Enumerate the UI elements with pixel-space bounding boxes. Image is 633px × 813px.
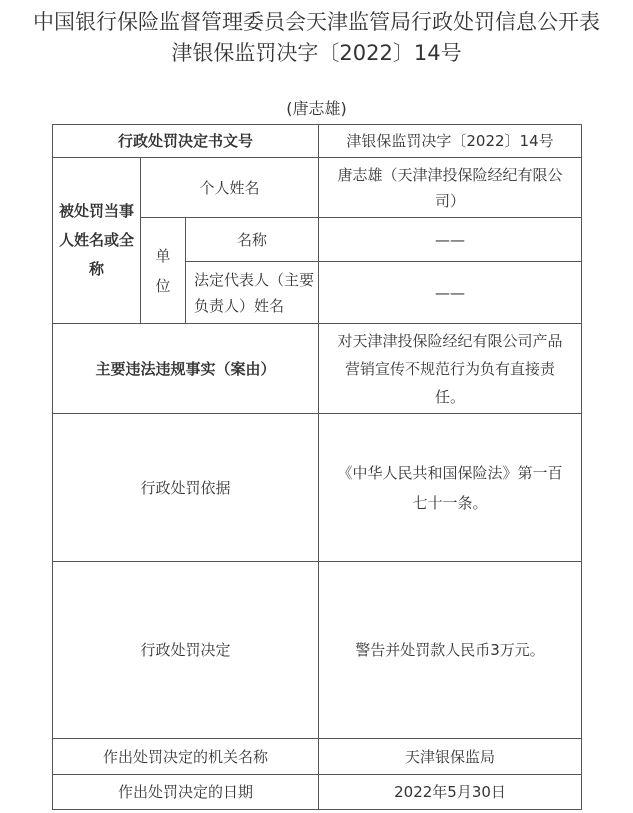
penalty-info-table (52, 124, 582, 810)
page-title: 中国银行保险监督管理委员会天津监管局行政处罚信息公开表 (33, 10, 600, 34)
decision-value: 警告并处罚款人民币3万元。 (319, 562, 582, 739)
unit-label: 单位 (141, 218, 186, 324)
basis-value: 《中华人民共和国保险法》第一百七十一条。 (319, 414, 582, 562)
individual-name-label: 个人姓名 (141, 158, 319, 218)
decision-label: 行政处罚决定 (53, 562, 319, 739)
document-number-title: 津银保监罚决字〔2022〕14号 (171, 41, 462, 65)
table-row (53, 414, 582, 562)
date-label: 作出处罚决定的日期 (53, 775, 319, 810)
table-row (53, 125, 582, 158)
basis-label: 行政处罚依据 (53, 414, 319, 562)
date-value: 2022年5月30日 (319, 775, 582, 810)
table-row (53, 562, 582, 739)
legal-rep-label: 法定代表人（主要负责人）姓名 (186, 262, 319, 324)
table-row (53, 775, 582, 810)
table-row (53, 739, 582, 775)
doc-number-label: 行政处罚决定书文号 (53, 125, 319, 158)
legal-rep-value: —— (319, 262, 582, 324)
unit-name-label: 名称 (186, 218, 319, 262)
table-row (53, 324, 582, 414)
facts-value: 对天津津投保险经纪有限公司产品营销宣传不规范行为负有直接责任。 (319, 324, 582, 414)
party-label: 被处罚当事人姓名或全称 (53, 158, 141, 324)
individual-name-value: 唐志雄（天津津投保险经纪有限公司） (319, 158, 582, 218)
page-subtitle: (唐志雄) (286, 99, 347, 118)
doc-number-value: 津银保监罚决字〔2022〕14号 (319, 125, 582, 158)
authority-label: 作出处罚决定的机关名称 (53, 739, 319, 775)
facts-label: 主要违法违规事实（案由） (53, 324, 319, 414)
unit-name-value: —— (319, 218, 582, 262)
authority-value: 天津银保监局 (319, 739, 582, 775)
table-row (53, 158, 582, 218)
